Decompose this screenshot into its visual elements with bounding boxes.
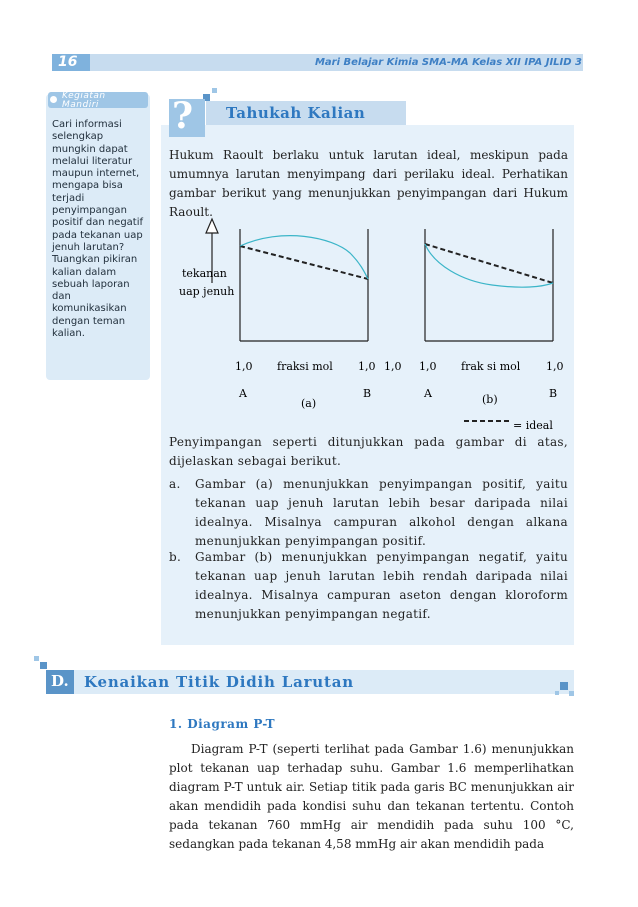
graph-a-caption: (a): [301, 397, 317, 410]
subsection-title: [169, 717, 275, 731]
list-item-label: a.: [169, 477, 181, 491]
graph-b-caption: (b): [482, 393, 498, 406]
legend-ideal-label: = ideal: [513, 419, 553, 432]
body-paragraph: [169, 740, 574, 854]
subsection-number: 1.: [169, 717, 183, 731]
graph-a-ideal-line: [240, 246, 368, 279]
graph-b-left-tick-outer: 1,0: [384, 360, 402, 373]
decor-square: [40, 662, 47, 669]
subsection-label: Diagram P-T: [187, 717, 276, 731]
graph-a-right-end: B: [363, 387, 372, 400]
explanation-paragraph: Penyimpangan seperti ditunjukkan pada gambar di atas, dijelaskan sebagai berikut.: [169, 435, 568, 468]
list-item-text: Gambar (b) menunjukkan penyimpangan negatif, yaitu tekanan uap jenuh larutan lebih rendah daripada nilai idealnya. Misalnya campuran aseton dengan kloroform menunjukkan penyimpangan negatif.: [195, 550, 568, 621]
y-arrow-head: [206, 219, 218, 233]
decor-square: [34, 656, 39, 661]
page-number: 16: [52, 54, 90, 71]
graph-b-left-end: A: [424, 387, 432, 400]
body-paragraph-text: Diagram P-T (seperti terlihat pada Gambar 1.6) menunjukkan plot tekanan uap terhadap suhu. Gambar 1.6 memperlihatkan diagram P-T untuk air. Setiap titik pada garis BC menunjukkan air akan mendidih pada kondisi suhu dan tekanan tertentu. Contoh pada tekanan 760 mmHg air mendidih pada suhu 100 °C, sedangkan pada tekanan 4,58 mmHg air akan mendidih pada: [169, 742, 574, 851]
sidebar-text: Cari informasi selengkap mungkin dapat melalui literatur maupun internet, mengapa bisa terjadi penyimpangan positif dan negatif pada tekanan uap jenuh larutan? Tuangkan pikiran kalian dalam sebuah laporan dan komunikasikan dengan teman kalian.: [52, 119, 144, 340]
book-title: Mari Belajar Kimia SMA-MA Kelas XII IPA JILID 3: [314, 57, 582, 68]
section-letter: D.: [51, 672, 69, 690]
graph-a-left-end: A: [239, 387, 247, 400]
intro-paragraph: Hukum Raoult berlaku untuk larutan ideal, meskipun pada umumnya larutan menyimpang dari perilaku ideal. Perhatikan gambar berikut yang menunjukkan penyimpangan dari Hukum Raoult.: [169, 148, 568, 219]
section-title: Kenaikan Titik Didih Larutan: [84, 673, 354, 691]
box-title: Tahukah Kalian: [226, 104, 366, 122]
graph-a-right-tick: 1,0: [358, 360, 376, 373]
graph-a-left-tick: 1,0: [235, 360, 253, 373]
graph-b-xlabel: frak si mol: [461, 360, 521, 373]
decor-square: [212, 88, 217, 93]
sidebar-label: Kegiatan Mandiri: [62, 91, 106, 110]
graph-a-real-curve: [240, 236, 368, 279]
list-item-label: b.: [169, 550, 182, 564]
bullet-icon: [50, 96, 57, 103]
graph-b-right-end: B: [549, 387, 558, 400]
decor-square: [569, 691, 574, 696]
graph-b-right-tick: 1,0: [546, 360, 564, 373]
question-mark-icon: ?: [172, 95, 194, 137]
y-label-line1: tekanan: [182, 267, 227, 280]
decor-square: [560, 682, 568, 690]
graph-b-ideal-line: [425, 244, 553, 283]
y-label-line2: uap jenuh: [179, 285, 235, 298]
decor-square: [555, 691, 559, 695]
graph-b-left-tick: 1,0: [419, 360, 437, 373]
list-item-text: Gambar (a) menunjukkan penyimpangan positif, yaitu tekanan uap jenuh larutan lebih besar daripada nilai idealnya. Misalnya campuran alkohol dengan alkana menunjukkan penyimpangan positif.: [195, 477, 568, 548]
raoult-deviation-figure: [172, 215, 572, 435]
graph-a-xlabel: fraksi mol: [277, 360, 333, 373]
